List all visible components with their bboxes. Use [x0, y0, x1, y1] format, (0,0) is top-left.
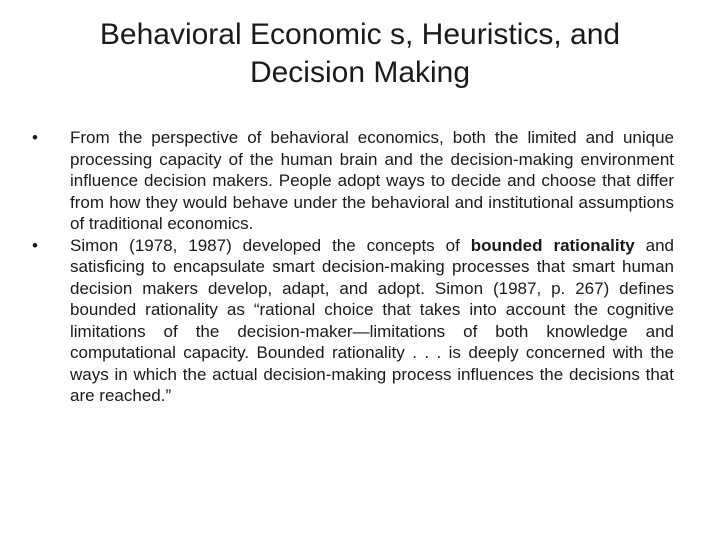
- bullet-list: [30, 127, 674, 407]
- bullet-icon: •: [32, 128, 38, 147]
- bullet-item-bounded-rationality: [30, 235, 674, 407]
- bullet-text-after: and satisficing to encapsulate smart decision-making processes that smart human decision makers develop, adapt, and adopt. Simon (1987, p. 267) defines bounded rationality as “rational choice that takes into account the cognitive limitations of the decision-maker—limitations of both knowledge and computational capacity. Bounded rationality . . . is deeply concerned with the ways in which the actual decision-making process influences the decisions that are reached.”: [70, 235, 674, 405]
- bullet-text: From the perspective of behavioral economics, both the limited and unique processing capacity of the human brain and the decision-making environment influence decision makers. People adopt ways to decide and choose that differ from how they would behave under the behavioral and institutional assumptions of traditional economics.: [70, 128, 674, 233]
- bullet-text-before: Simon (1978, 1987) developed the concepts of: [70, 235, 471, 255]
- bullet-icon: •: [32, 235, 38, 255]
- slide-title: Behavioral Economic s, Heuristics, and Decision Making: [99, 18, 621, 89]
- bullet-item-behavioral-economics: [30, 127, 674, 235]
- bold-term: bounded rationality: [470, 235, 635, 255]
